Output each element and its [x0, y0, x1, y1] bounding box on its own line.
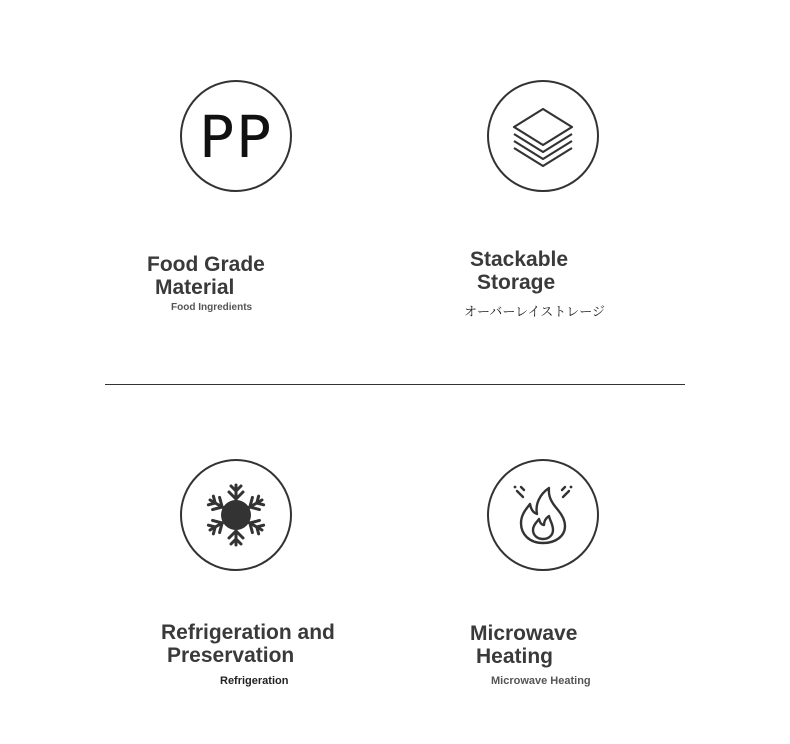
- feature-subtitle-refrigeration: Refrigeration: [220, 675, 289, 687]
- flame-icon: [487, 459, 599, 571]
- snowflake-icon: [180, 459, 292, 571]
- stacked-layers-icon: [487, 80, 599, 192]
- feature-subtitle-microwave: Microwave Heating: [491, 675, 591, 687]
- feature-title-food-grade: Food Grade Material: [147, 253, 265, 299]
- section-divider: [105, 384, 685, 385]
- feature-subtitle-stackable: オーバーレイストレージ: [464, 305, 606, 320]
- feature-title-refrigeration: Refrigeration and Preservation: [161, 621, 335, 667]
- pp-icon: [180, 80, 292, 192]
- feature-title-stackable: Stackable Storage: [470, 248, 569, 294]
- feature-subtitle-food-grade: Food Ingredients: [171, 302, 253, 313]
- feature-title-microwave: Microwave Heating: [470, 622, 578, 668]
- pp-icon-text: PP: [199, 103, 273, 171]
